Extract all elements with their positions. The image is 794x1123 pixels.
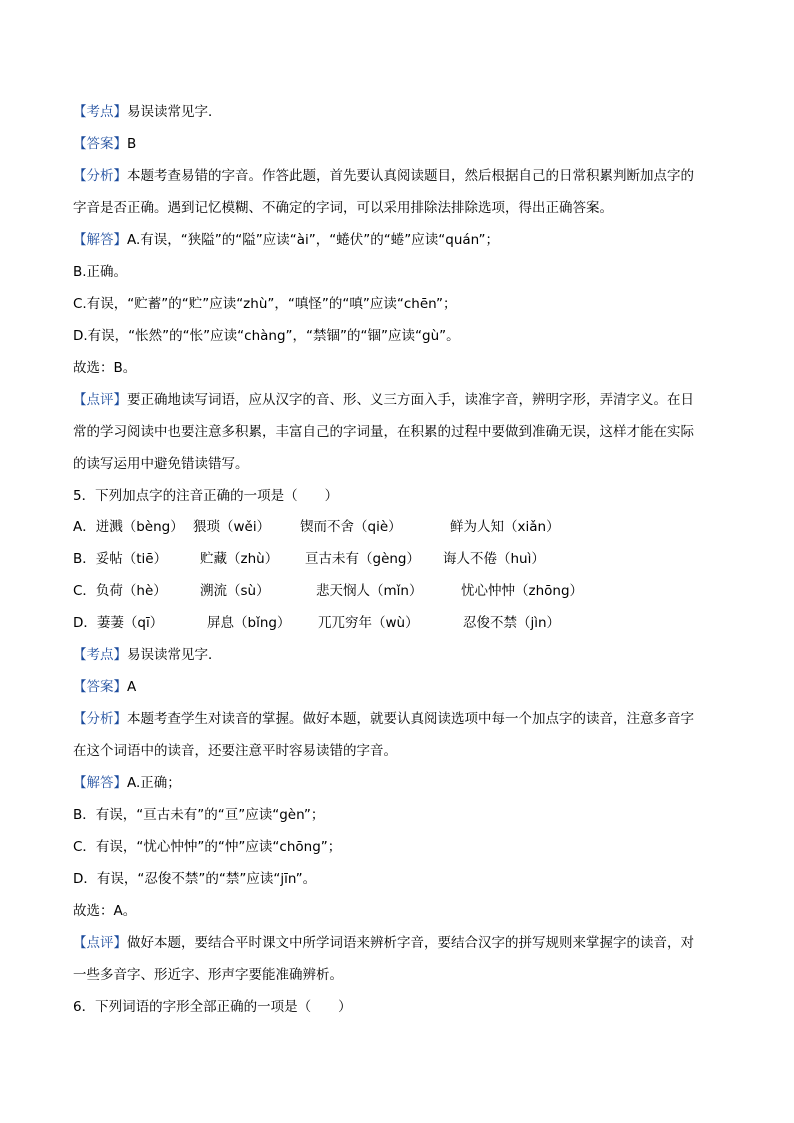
q5-jieda-line-1 — [73, 774, 181, 792]
fenxi-text-1: 本题考查易错的字音。作答此题，首先要认真阅读题目，然后根据自己的日常积累判断加点字的 — [127, 168, 694, 184]
q4-jieda-line-3: C.有误，“贮蓄”的“贮”应读“zhù”，“嗔怪”的“嗔”应读“chēn”； — [73, 296, 457, 312]
kaodian-tag: 【考点】 — [73, 647, 127, 663]
q5-daan-line — [73, 678, 136, 696]
option-a-word-1: A．迸溅（bèng） — [73, 519, 184, 535]
dianping-text-1: 做好本题，要结合平时课文中所学词语来辨析字音，要结合汉字的拼写规则来掌握字的读音，对 — [127, 935, 694, 951]
daan-tag: 【答案】 — [73, 679, 127, 695]
option-b-word-2: 贮藏（zhù） — [200, 551, 279, 567]
daan-tag: 【答案】 — [73, 136, 127, 152]
q4-daan-line — [73, 135, 136, 153]
daan-text: A — [127, 679, 137, 695]
q5-jieda-line-4: D．有误，“忍俊不禁”的“禁”应读“jīn”。 — [73, 871, 317, 887]
option-c-word-1: C．负荷（hè） — [73, 583, 167, 599]
option-b-word-1: B．妥帖（tiē） — [73, 551, 168, 567]
kaodian-text: 易误读常见字． — [127, 647, 222, 663]
jieda-tag: 【解答】 — [73, 232, 127, 248]
fenxi-text-1: 本题考查学生对读音的掌握。做好本题，就要认真阅读选项中每一个加点字的读音，注意多音字 — [127, 711, 694, 727]
option-c-word-3: 悲天悯人（mǐn） — [316, 583, 423, 599]
q4-dianping-line-1 — [73, 391, 694, 409]
option-a-word-3: 锲而不舍（qiè） — [300, 519, 402, 535]
q4-guxuan-line: 故选：B。 — [73, 360, 137, 376]
q5-fenxi-line-1 — [73, 710, 694, 728]
option-d-word-3: 兀兀穷年（wù） — [318, 615, 419, 631]
q4-dianping-line-2: 常的学习阅读中也要注意多积累，丰富自己的字词量，在积累的过程中要做到准确无误，这样才能在实际 — [73, 424, 694, 440]
q5-dianping-line-2: 一些多音字、形近字、形声字要能准确辨析。 — [73, 967, 343, 983]
q5-fenxi-line-2: 在这个词语中的读音，还要注意平时容易读错的字音。 — [73, 743, 397, 759]
q4-jieda-line-2: B.正确。 — [73, 264, 128, 280]
kaodian-text: 易误读常见字． — [127, 104, 222, 120]
q4-jieda-line-1 — [73, 231, 499, 249]
option-d-word-2: 屏息（bǐng） — [207, 615, 291, 631]
q5-stem: 5．下列加点字的注音正确的一项是（ ） — [73, 488, 339, 504]
jieda-text-1: A.有误，“狭隘”的“隘”应读“ài”，“蜷伏”的“蜷”应读“quán”； — [127, 232, 499, 248]
dianping-tag: 【点评】 — [73, 935, 127, 951]
option-b-word-4: 诲人不倦（huì） — [443, 551, 545, 567]
q6-stem: 6．下列词语的字形全部正确的一项是（ ） — [73, 999, 352, 1015]
q5-guxuan-line: 故选：A。 — [73, 903, 137, 919]
q5-jieda-line-3: C．有误，“忧心忡忡”的“忡”应读“chōng”； — [73, 839, 342, 855]
option-c-word-2: 溯流（sù） — [200, 583, 270, 599]
option-c-word-4: 忧心忡忡（zhōng） — [461, 583, 584, 599]
option-a-word-2: 猥琐（wěi） — [193, 519, 271, 535]
option-a-word-4: 鲜为人知（xiǎn） — [450, 519, 560, 535]
q4-dianping-line-3: 的读写运用中避免错读错写。 — [73, 456, 249, 472]
option-b-word-3: 亘古未有（gèng） — [305, 551, 421, 567]
q5-kaodian-line — [73, 646, 222, 664]
q4-fenxi-line-1 — [73, 167, 694, 185]
fenxi-tag: 【分析】 — [73, 711, 127, 727]
q4-jieda-line-4: D.有误，“怅然”的“怅”应读“chàng”，“禁锢”的“锢”应读“gù”。 — [73, 328, 460, 344]
option-d-word-4: 忍俊不禁（jìn） — [463, 615, 561, 631]
jieda-text-1: A.正确； — [127, 775, 181, 791]
q4-kaodian-line — [73, 103, 222, 121]
jieda-tag: 【解答】 — [73, 775, 127, 791]
q5-jieda-line-2: B．有误，“亘古未有”的“亘”应读“gèn”； — [73, 807, 325, 823]
dianping-tag: 【点评】 — [73, 392, 127, 408]
daan-text: B — [127, 136, 137, 152]
option-d-word-1: D．萋萋（qī） — [73, 615, 164, 631]
dianping-text-1: 要正确地读写词语，应从汉字的音、形、义三方面入手，读准字音，辨明字形，弄清字义。在日 — [127, 392, 694, 408]
kaodian-tag: 【考点】 — [73, 104, 127, 120]
q5-dianping-line-1 — [73, 934, 694, 952]
q4-fenxi-line-2: 字音是否正确。遇到记忆模糊、不确定的字词，可以采用排除法排除选项，得出正确答案。 — [73, 200, 613, 216]
fenxi-tag: 【分析】 — [73, 168, 127, 184]
